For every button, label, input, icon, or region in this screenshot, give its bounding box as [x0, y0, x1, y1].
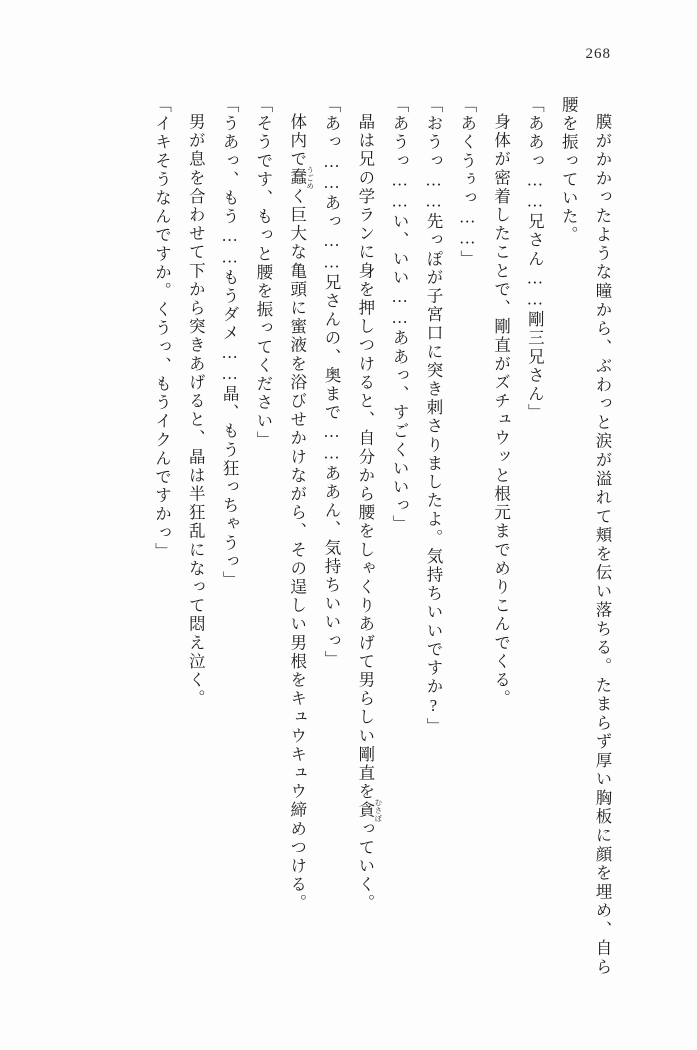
dialogue-line: 「そうです、もっと腰を振ってください」: [253, 96, 273, 450]
paragraph-with-ruby: 体内で蠢 うごめく巨大な亀頭に蜜液を浴びせかけながら、その逞しい男根をキュウキュウ締めつける。: [287, 112, 315, 913]
dialogue-line: 「あくうぅっ……」: [457, 96, 477, 269]
ruby-annotation: 蠢 うごめ: [287, 165, 315, 190]
dialogue-line: 「イキそうなんですか。くうっ、もうイクんですかっ」: [152, 96, 172, 561]
paragraph: 男が息を合わせて下から突きあげると、晶は半狂乱になって悶え泣く。: [186, 112, 206, 708]
ruby-annotation: 貪 むさぼ: [355, 798, 383, 823]
dialogue-line: 「うあっ、もう……もうダメ……晶、もう狂っちゃうっ」: [220, 96, 240, 590]
vertical-text-body: [56, 96, 619, 976]
dialogue-line: 「おうっ……先っぽが子宮口に突き刺さりましたよ。気持ちいいですか?」: [423, 96, 443, 736]
paragraph-with-ruby: 晶は兄の学ランに身を押しつけると、自分から腰をしゃくりあげて男らしい剛直を貪 むさぼっていく。: [355, 112, 383, 913]
dialogue-line: 「あっ……あっ……兄さんの、奥まで……ああん、気持ちいいっ」: [322, 96, 341, 669]
dialogue-line: 「ああっ……兄さん……剛三兄さん」: [525, 96, 545, 423]
page-number: 268: [585, 46, 611, 62]
paragraph: 膜がかかったような瞳から、ぶわっと涙が溢れて頬を伝い落ちる。たまらず厚い胸板に顔を埋め、自ら腰を振っていた。: [559, 96, 612, 976]
dialogue-line: 「あうっ……い、いい……ああっ、すごくいいっ」: [390, 96, 410, 534]
paragraph: 身体が密着したことで、剛直がズチュウッと根元までめりこんでくる。: [491, 112, 511, 708]
